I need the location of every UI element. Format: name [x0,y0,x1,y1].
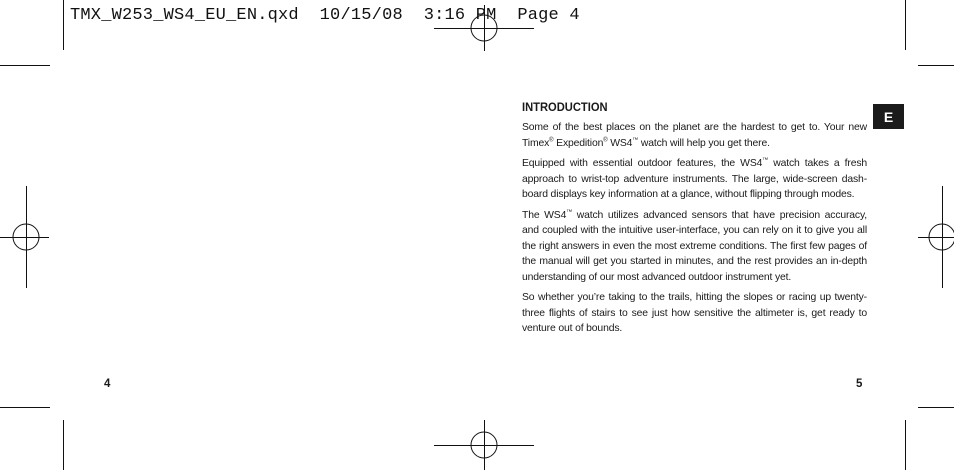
intro-paragraph-1 [522,120,867,151]
trademark-mark: ™ [762,157,769,164]
p1-text-a: Some of the best places on the planet are the hardest to get to. Your new Timex [522,122,867,149]
intro-paragraph-4: So whether you’re taking to the trails, hitting the slopes or racing up twenty-three flights of stairs to see just how sensitive the altimeter is, get ready to venture out of bounds. [522,292,867,334]
p3-text-a: The WS4 [522,209,567,221]
trademark-mark: ™ [566,209,573,216]
slug-time: 3:16 PM [423,6,497,25]
registered-mark: ® [603,137,608,144]
registration-mark-bottom [434,420,534,470]
introduction-section [522,100,867,342]
slug-page-label: Page 4 [517,6,580,25]
p2-text-b: watch takes a fresh approach to wrist-top adventure instruments. The large, wide-screen dash-board displays key information at a glance, without flipping through modes. [522,158,868,200]
p2-text-a: Equipped with essential outdoor features, the WS4 [522,158,763,169]
slug-date: 10/15/08 [319,6,403,25]
slug-filename: TMX_W253_WS4_EU_EN.qxd [70,6,299,25]
registered-mark: ® [549,137,554,144]
intro-paragraph-2 [522,156,867,203]
section-heading: INTRODUCTION [522,100,608,114]
registration-mark-right [918,186,954,288]
p1-text-c: WS4 [607,137,633,149]
p3-text-b: watch utilizes advanced sensors that have precision accuracy, and coupled with the intuitive user-interface, you can rely on it to give you all the right answers in even the most extreme conditions. The first few pages of the manual will get you started in minutes, and the rest provides an in-depth understanding of our most advanced outdoor instrument yet. [522,209,867,283]
intro-paragraph-3 [522,208,867,286]
p1-text-b: Expedition [553,137,604,149]
language-tab: E [873,104,904,129]
page-number-left: 4 [104,378,111,390]
file-slug-line [70,6,580,25]
page-number-right: 5 [856,378,863,390]
registration-mark-left [0,186,49,288]
p1-text-d: watch will help you get there. [638,137,770,149]
trademark-mark: ™ [632,137,639,144]
